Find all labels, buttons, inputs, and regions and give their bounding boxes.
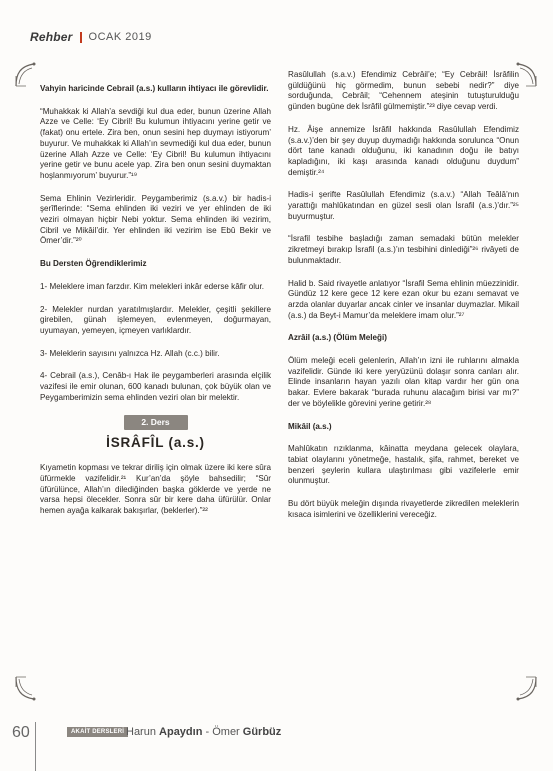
paragraph: Sema Ehlinin Vezirleridir. Peygamberimiz (s.a.v.) bir hadis-i şerîflerinde: “Sema ehlinden iki veziri ve yer ehlinden de iki veziri olmayan hiçbir Nebi yoktur. Sema ehlinden iki vezirim, Cibril ve Mikâil’dir. Yer ehlinden iki vezirim ise Ebû Bekir ve Ömer’dir.”²⁰ <box>40 193 271 246</box>
author-last-name: Gürbüz <box>242 726 282 738</box>
paragraph: Bu dört büyük meleğin dışında rivayetlerde zikredilen meleklerin kısaca isimlerini ve özelliklerini vereceğiz. <box>288 499 519 519</box>
paragraph: Rasûlullah (s.a.v.) Efendimiz Cebrâil’e; “Ey Cebrâil! İsrâfilin güldüğünü hiç görmedim, bunun sebebi nedir?” diye sorduğunda, Cebrâil; “Cehennem ateşinin tutuşturulduğu günden bugüne dek İsrâfil gülmemiştir.”²³ diye cevap verdi. <box>288 70 519 112</box>
magazine-brand: Rehber <box>30 30 73 44</box>
page-number: 60 <box>12 724 30 741</box>
list-item: 3- Meleklerin sayısını yalnızca Hz. Allah (c.c.) bilir. <box>40 348 220 358</box>
list-item: 4- Cebrail (a.s.), Cenâb-ı Hak ile peygamberleri arasında elçilik vazifesi ile emir olunan, 600 kanadı bulunan, çok büyük olan ve Peygamberimizin sema ehlinden veziri olan bir melektir. <box>40 371 271 402</box>
lesson-badge: 2. Ders <box>124 415 188 430</box>
author-first-name: Ömer <box>212 726 240 738</box>
page-header <box>30 29 152 45</box>
authors <box>126 726 281 738</box>
paragraph: Mahlûkatın rızıklanma, kâinatta meydana gelecek olaylara, tabiat olaylarını yönetmeğe, hastalık, şifa, rahmet, bereket ve benzeri şeylerin kullara ulaştırılması gibi vazifelerle emir olunmuştur. <box>288 444 519 486</box>
lesson-title: İSRÂFÎL (a.s.) <box>106 435 205 451</box>
paragraph: Halid b. Said rivayetle anlatıyor “İsrafil Sema ehlinin müezzinidir. Gündüz 12 kere gece 12 kere ezan okur bu ezanı semavat ve arzda olanlar duyarlar ancak cinler ve insanlar duymazlar. Mikail (a.s.) da Beyt-i Mamur’da meleklere imam olur.”²⁷ <box>288 278 519 320</box>
author-separator: - <box>202 726 213 738</box>
header-separator <box>80 32 82 43</box>
paragraph: “İsrafil tesbihe başladığı zaman semadaki bütün melekler zikretmeyi bırakıp İsrafil (a.s.)’ın tesbihini dinlediği”²⁶ rivâyeti de bulunmaktadır. <box>288 234 519 265</box>
author-first-name: Harun <box>126 726 156 738</box>
left-column <box>40 70 271 529</box>
paragraph: Hz. Âişe annemize İsrâfil hakkında Rasûlullah Efendimiz (s.a.v.)’den bir şey duyup duymadığı hakkında sorulunca “Onun dört tane kanadı olduğunu, iki kanadının doğu ile batıyı kapladığını, iki kaşı arasında kanadı olduğunu duydum” demiştir.²⁴ <box>288 124 519 177</box>
corner-ornament-bottom-left-icon <box>14 675 38 701</box>
corner-ornament-top-left-icon <box>14 62 38 88</box>
section-heading: Bu Dersten Öğrendiklerimiz <box>40 259 147 269</box>
list-item: 1- Meleklere iman farzdır. Kim melekleri inkâr ederse kâfir olur. <box>40 281 265 291</box>
issue-date: OCAK 2019 <box>88 31 152 43</box>
page-footer <box>0 724 553 746</box>
paragraph: “Muhakkak ki Allah’a sevdiği kul dua eder, bunun üzerine Allah Azze ve Celle: ‘Ey Cibril! Bu kulumun ihtiyacını yerine getir ve (fakat) onu ertele. Zira ben, onun sesini hep duymayı istiyorum’ buyurur. Ve muhakkak ki Allah’ın sevmediği kul dua eder, bunun üzerine Allah Azze ve Celle: ‘Ey Cibril! Bu kulumun ihtiyacını yerine getir ve bunu acele yap. Zira ben onun sesini duymaktan hoşlanmıyorum’ buyurur.”¹⁹ <box>40 106 271 180</box>
section-heading: Mikâil (a.s.) <box>288 421 332 431</box>
list-item: 2- Melekler nurdan yaratılmışlardır. Melekler, çeşitli şekillere girebilen, günah işlemeyen, evlenmeyen, doğurmayan, uyumayan, yemeyen, içmeyen varlıklardır. <box>40 304 271 335</box>
section-heading: Vahyin haricinde Cebrail (a.s.) kulların ihtiyacı ile görevlidir. <box>40 84 269 93</box>
paragraph: Ölüm meleği eceli gelenlerin, Allah’ın izni ile ruhlarını almakla vazifelidir. Günde iki kere yeryüzünü dolaşır sonra canları alır. Elinde insanların hayan yazılı olan kitap vardır her gün ona bakar. Evlere bakarak “burada ruhunu alacağım birisi var mı?” der ve böylelikle görevini yerine getirir.²⁸ <box>288 356 519 408</box>
paragraph: Hadis-i şerifte Rasûlullah Efendimiz (s.a.v.) “Allah Teâlâ’nın yarattığı mahlûkatından en güzel sesli olan İsrafil (a.s.)’dır.”²⁵ buyurmuştur. <box>288 190 519 221</box>
paragraph: Kıyametin kopması ve tekrar diriliş için olmak üzere iki kere sûra üfürmekle vazifelidir.²¹ Kur’an’da şöyle bahsedilir; “Sûr üfürülünce, Allah’ın dilediğinden başka göklerde ve yerde ne varsa hepsi ölecekler. Sonra sûr bir kere daha üfürülür. Onlar hemen ayağa kalkarak bakışırlar, (beklerler).”²² <box>40 463 271 515</box>
section-heading: Azrâil (a.s.) (Ölüm Meleği) <box>288 333 387 343</box>
series-tag: AKAİT DERSLERİ <box>67 727 128 737</box>
right-column <box>288 70 519 533</box>
author-last-name: Apaydın <box>159 726 203 738</box>
footer-side-line <box>35 738 36 771</box>
corner-ornament-bottom-right-icon <box>514 675 538 701</box>
